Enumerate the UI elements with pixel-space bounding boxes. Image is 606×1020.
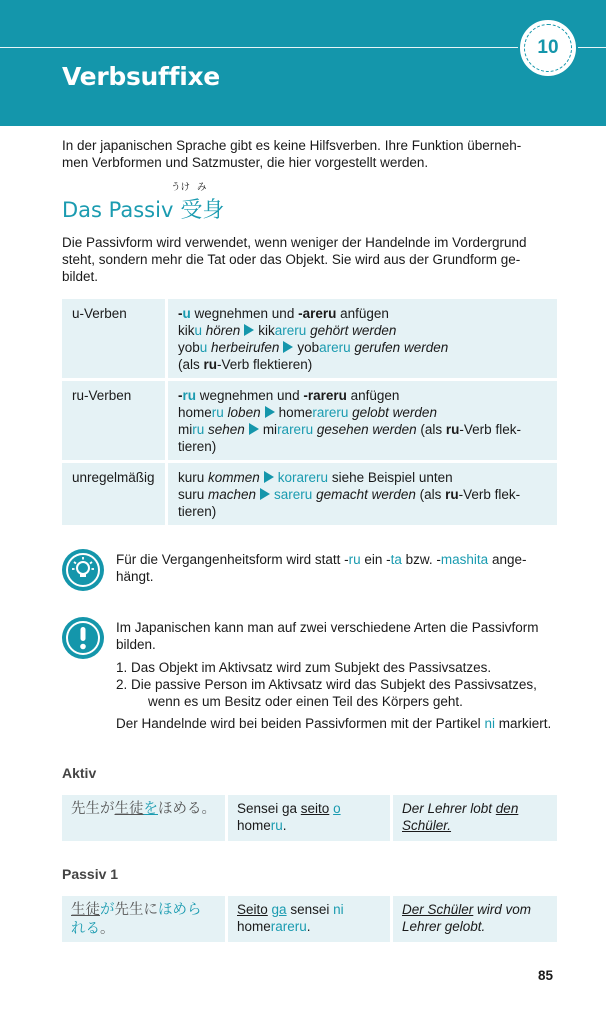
japanese-sentence: 生徒が先生にほめら れる。 bbox=[62, 896, 225, 942]
example-label: Passiv 1 bbox=[62, 866, 119, 882]
chapter-number: 10 bbox=[537, 37, 559, 58]
arrow-right-icon bbox=[260, 488, 270, 500]
example-label: Aktiv bbox=[62, 765, 97, 781]
note-line: bilden. bbox=[116, 637, 156, 652]
arrow-right-icon bbox=[283, 341, 293, 353]
lightbulb-icon bbox=[62, 549, 104, 591]
note-line: tieren) bbox=[178, 504, 217, 519]
row-label: u-Verben bbox=[62, 299, 168, 378]
example-line: miru sehen mirareru gesehen werden (als ru-Verb flek- bbox=[178, 422, 521, 437]
example-row bbox=[62, 795, 557, 841]
romaji-sentence: Sensei ga seito o homeru. bbox=[228, 795, 390, 841]
furigana: み bbox=[197, 182, 207, 193]
intro-line: men Verbformen und Satzmuster, die hier vorgestellt werden. bbox=[62, 155, 429, 170]
chapter-badge bbox=[518, 18, 578, 78]
desc-line: steht, sondern mehr die Tat oder das Objekt. Sie wird aus der Grundform ge- bbox=[62, 252, 521, 267]
table-row bbox=[62, 299, 557, 378]
example-row bbox=[62, 896, 557, 942]
table-row bbox=[62, 463, 557, 525]
arrow-right-icon bbox=[265, 406, 275, 418]
list-item: 1. Das Objekt im Aktivsatz wird zum Subjekt des Passivsatzes. bbox=[116, 660, 492, 675]
tip-text bbox=[116, 551, 558, 585]
section-title: Das Passiv bbox=[62, 198, 174, 222]
rule-line: -u wegnehmen und -areru anfügen bbox=[178, 306, 389, 321]
japanese-sentence: 先生が生徒をほめる。 bbox=[62, 795, 225, 841]
example-line: kiku hören kikareru gehört werden bbox=[178, 323, 397, 338]
row-label: unregelmäßig bbox=[62, 463, 168, 525]
row-content bbox=[168, 463, 557, 525]
note-line: Der Handelnde wird bei beiden Passivformen mit der Partikel ni markiert. bbox=[116, 716, 552, 731]
note-line: tieren) bbox=[178, 439, 217, 454]
page-number: 85 bbox=[538, 968, 554, 983]
row-label: ru-Verben bbox=[62, 381, 168, 460]
verb-table bbox=[62, 296, 557, 528]
romaji-sentence: Seito ga sensei ni homerareru. bbox=[228, 896, 390, 942]
table-row bbox=[62, 381, 557, 460]
example-line: suru machen sareru gemacht werden (als ru-Verb flek- bbox=[178, 487, 521, 502]
intro-paragraph bbox=[62, 137, 556, 171]
note-line: Im Japanischen kann man auf zwei verschiedene Arten die Passivform bbox=[116, 620, 539, 635]
arrow-right-icon bbox=[244, 324, 254, 336]
arrow-right-icon bbox=[264, 471, 274, 483]
example-line: yobu herbeirufen yobareru gerufen werden bbox=[178, 340, 449, 355]
note-line: (als ru-Verb flektieren) bbox=[178, 357, 313, 372]
example-line: homeru loben homerareru gelobt werden bbox=[178, 405, 437, 420]
intro-line: In der japanischen Sprache gibt es keine Hilfsverben. Ihre Funktion überneh- bbox=[62, 138, 522, 153]
german-translation: Der Schüler wird vom Lehrer gelobt. bbox=[393, 896, 557, 942]
tip-line: hängt. bbox=[116, 569, 154, 584]
note-list bbox=[116, 659, 558, 710]
row-content bbox=[168, 299, 557, 378]
desc-line: bildet. bbox=[62, 269, 99, 284]
header-rule bbox=[0, 47, 606, 48]
passive-description bbox=[62, 234, 556, 285]
section-heading bbox=[62, 196, 224, 225]
list-item: 2. Die passive Person im Aktivsatz wird das Subjekt des Passivsatzes, wenn es um Besitz oder einen Teil des Körpers geht. bbox=[116, 677, 537, 709]
desc-line: Die Passivform wird verwendet, wenn weniger der Handelnde im Vordergrund bbox=[62, 235, 527, 250]
page-title: Verbsuffixe bbox=[62, 62, 220, 91]
arrow-right-icon bbox=[249, 423, 259, 435]
german-translation: Der Lehrer lobt den Schüler. bbox=[393, 795, 557, 841]
rule-line: -ru wegnehmen und -rareru anfügen bbox=[178, 388, 400, 403]
tip-line: Für die Vergangenheitsform wird statt -ru ein -ta bzw. -mashita ange- bbox=[116, 552, 527, 567]
example-line: kuru kommen korareru siehe Beispiel unten bbox=[178, 470, 453, 485]
exclamation-icon bbox=[62, 617, 104, 659]
chapter-header bbox=[0, 0, 606, 126]
section-kanji: 受身 bbox=[180, 198, 225, 223]
row-content bbox=[168, 381, 557, 460]
furigana: うけ bbox=[171, 182, 191, 193]
note-text bbox=[116, 619, 558, 732]
